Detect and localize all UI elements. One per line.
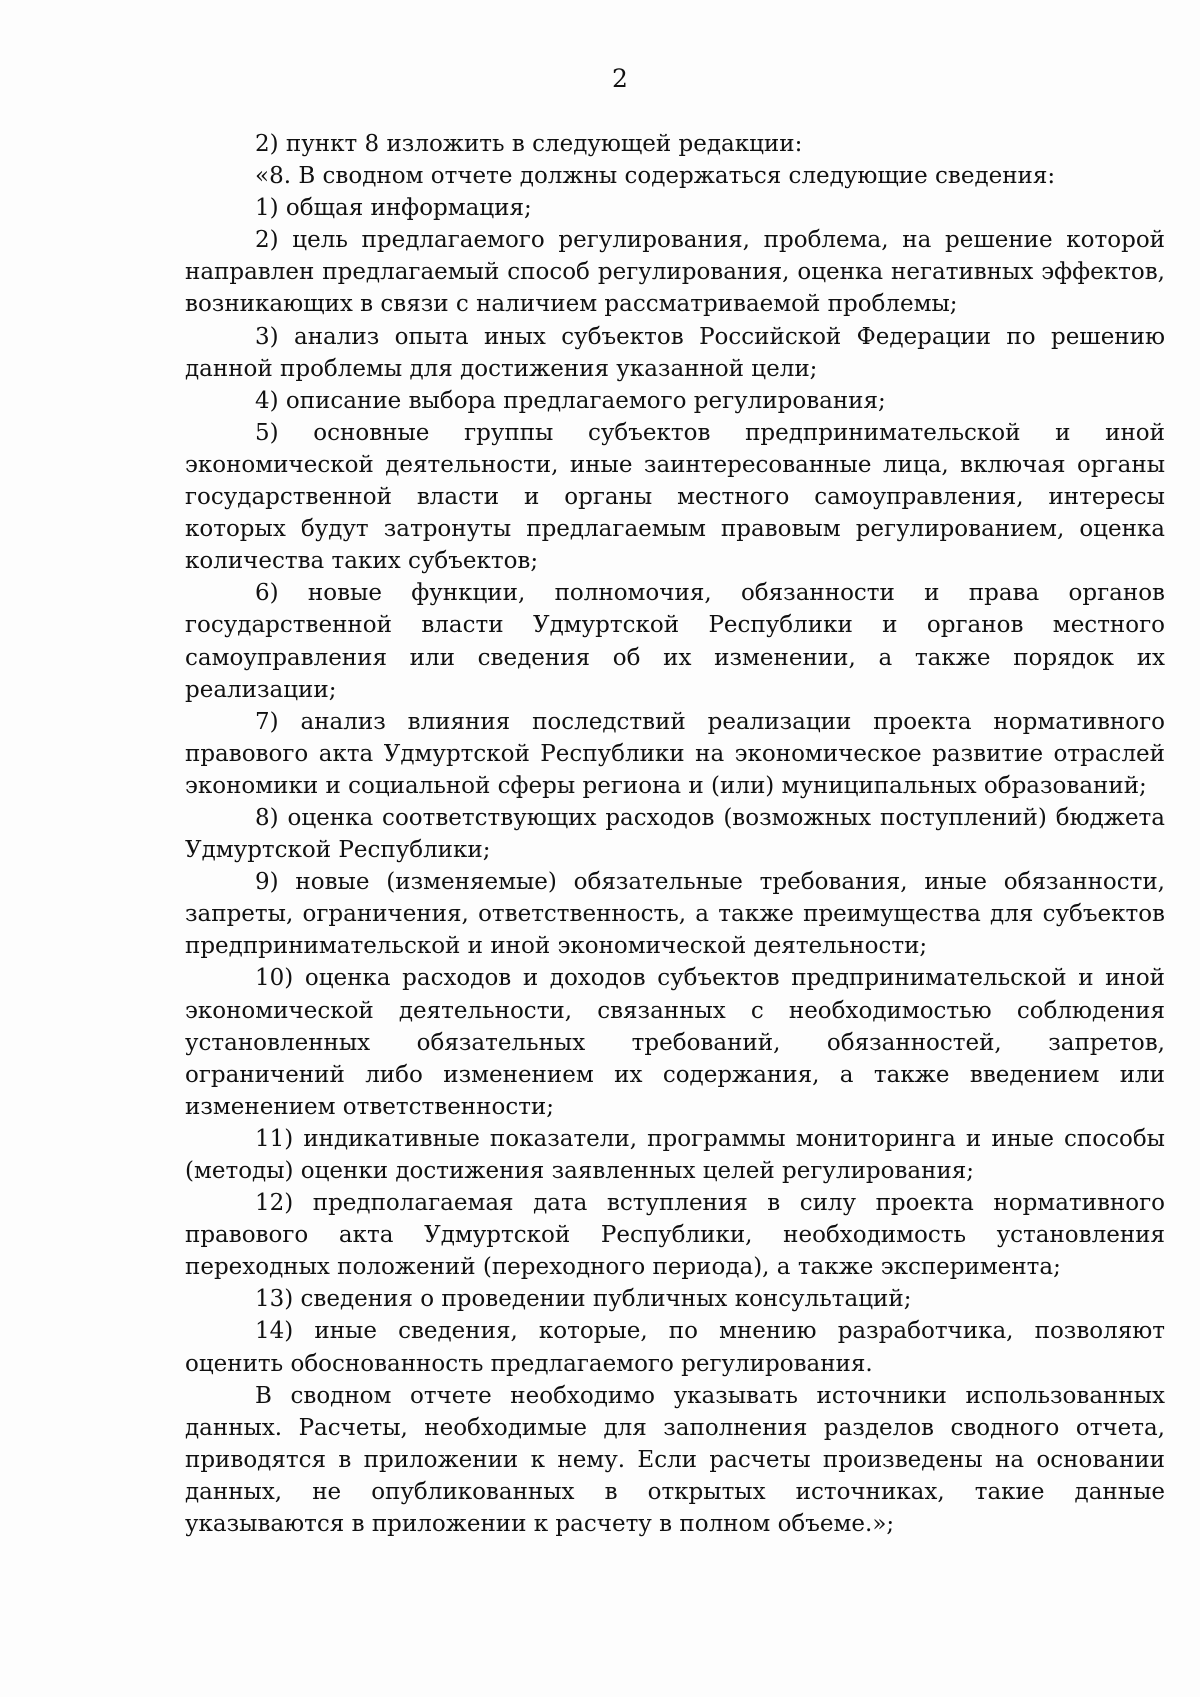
list-item: 13) сведения о проведении публичных консультаций; — [255, 1286, 912, 1313]
list-item: 4) описание выбора предлагаемого регулирования; — [255, 387, 886, 414]
list-item: 10) оценка расходов и доходов субъектов предпринимательской и иной экономической деятельности, связанных с необходимостью соблюдения установленных обязательных требований, обязанностей, запретов, ограничений либо изменением их содержания, а также введением или изменением ответственности; — [185, 965, 1165, 1120]
paragraph: «8. В сводном отчете должны содержаться следующие сведения: — [255, 163, 1056, 190]
list-item: 8) оценка соответствующих расходов (возможных поступлений) бюджета Удмуртской Республики; — [185, 804, 1165, 864]
list-item: 9) новые (изменяемые) обязательные требования, иные обязанности, запреты, ограничения, ответственность, а также преимущества для субъектов предпринимательской и иной экономической деятельности; — [185, 869, 1165, 960]
list-item: 7) анализ влияния последствий реализации проекта нормативного правового акта Удмуртской Республики на экономическое развитие отраслей экономики и социальной сферы региона и (или) муниципальных образований; — [185, 708, 1165, 799]
list-item: 2) цель предлагаемого регулирования, проблема, на решение которой направлен предлагаемый способ регулирования, оценка негативных эффектов, возникающих в связи с наличием рассматриваемой проблемы; — [185, 227, 1165, 318]
list-item: 11) индикативные показатели, программы мониторинга и иные способы (методы) оценки достижения заявленных целей регулирования; — [185, 1125, 1165, 1184]
list-item: 5) основные группы субъектов предпринимательской и иной экономической деятельности, иные заинтересованные лица, включая органы государственной власти и органы местного самоуправления, интересы которых будут затронуты предлагаемым правовым регулированием, оценка количества таких субъектов; — [185, 419, 1165, 575]
list-item: 3) анализ опыта иных субъектов Российской Федерации по решению данной проблемы для достижения указанной цели; — [185, 323, 1165, 382]
list-item: 12) предполагаемая дата вступления в силу проекта нормативного правового акта Удмуртской Республики, необходимость установления переходных положений (переходного периода), а также эксперимента; — [185, 1190, 1165, 1281]
document-body — [185, 128, 1165, 1540]
list-item: 6) новые функции, полномочия, обязанности и права органов государственной власти Удмуртской Республики и органов местного самоуправления или сведения об их изменении, а также порядок их реализации; — [185, 580, 1165, 703]
page-number: 2 — [612, 64, 628, 93]
list-item: 1) общая информация; — [255, 195, 532, 222]
list-item: 14) иные сведения, которые, по мнению разработчика, позволяют оценить обоснованность предлагаемого регулирования. — [185, 1318, 1165, 1377]
paragraph: 2) пункт 8 изложить в следующей редакции: — [255, 131, 803, 157]
closing-paragraph: В сводном отчете необходимо указывать источники использованных данных. Расчеты, необходимые для заполнения разделов сводного отчета, приводятся в приложении к нему. Если расчеты произведены на основании данных, не опубликованных в открытых источниках, такие данные указываются в приложении к расчету в полном объеме.»; — [185, 1382, 1165, 1538]
